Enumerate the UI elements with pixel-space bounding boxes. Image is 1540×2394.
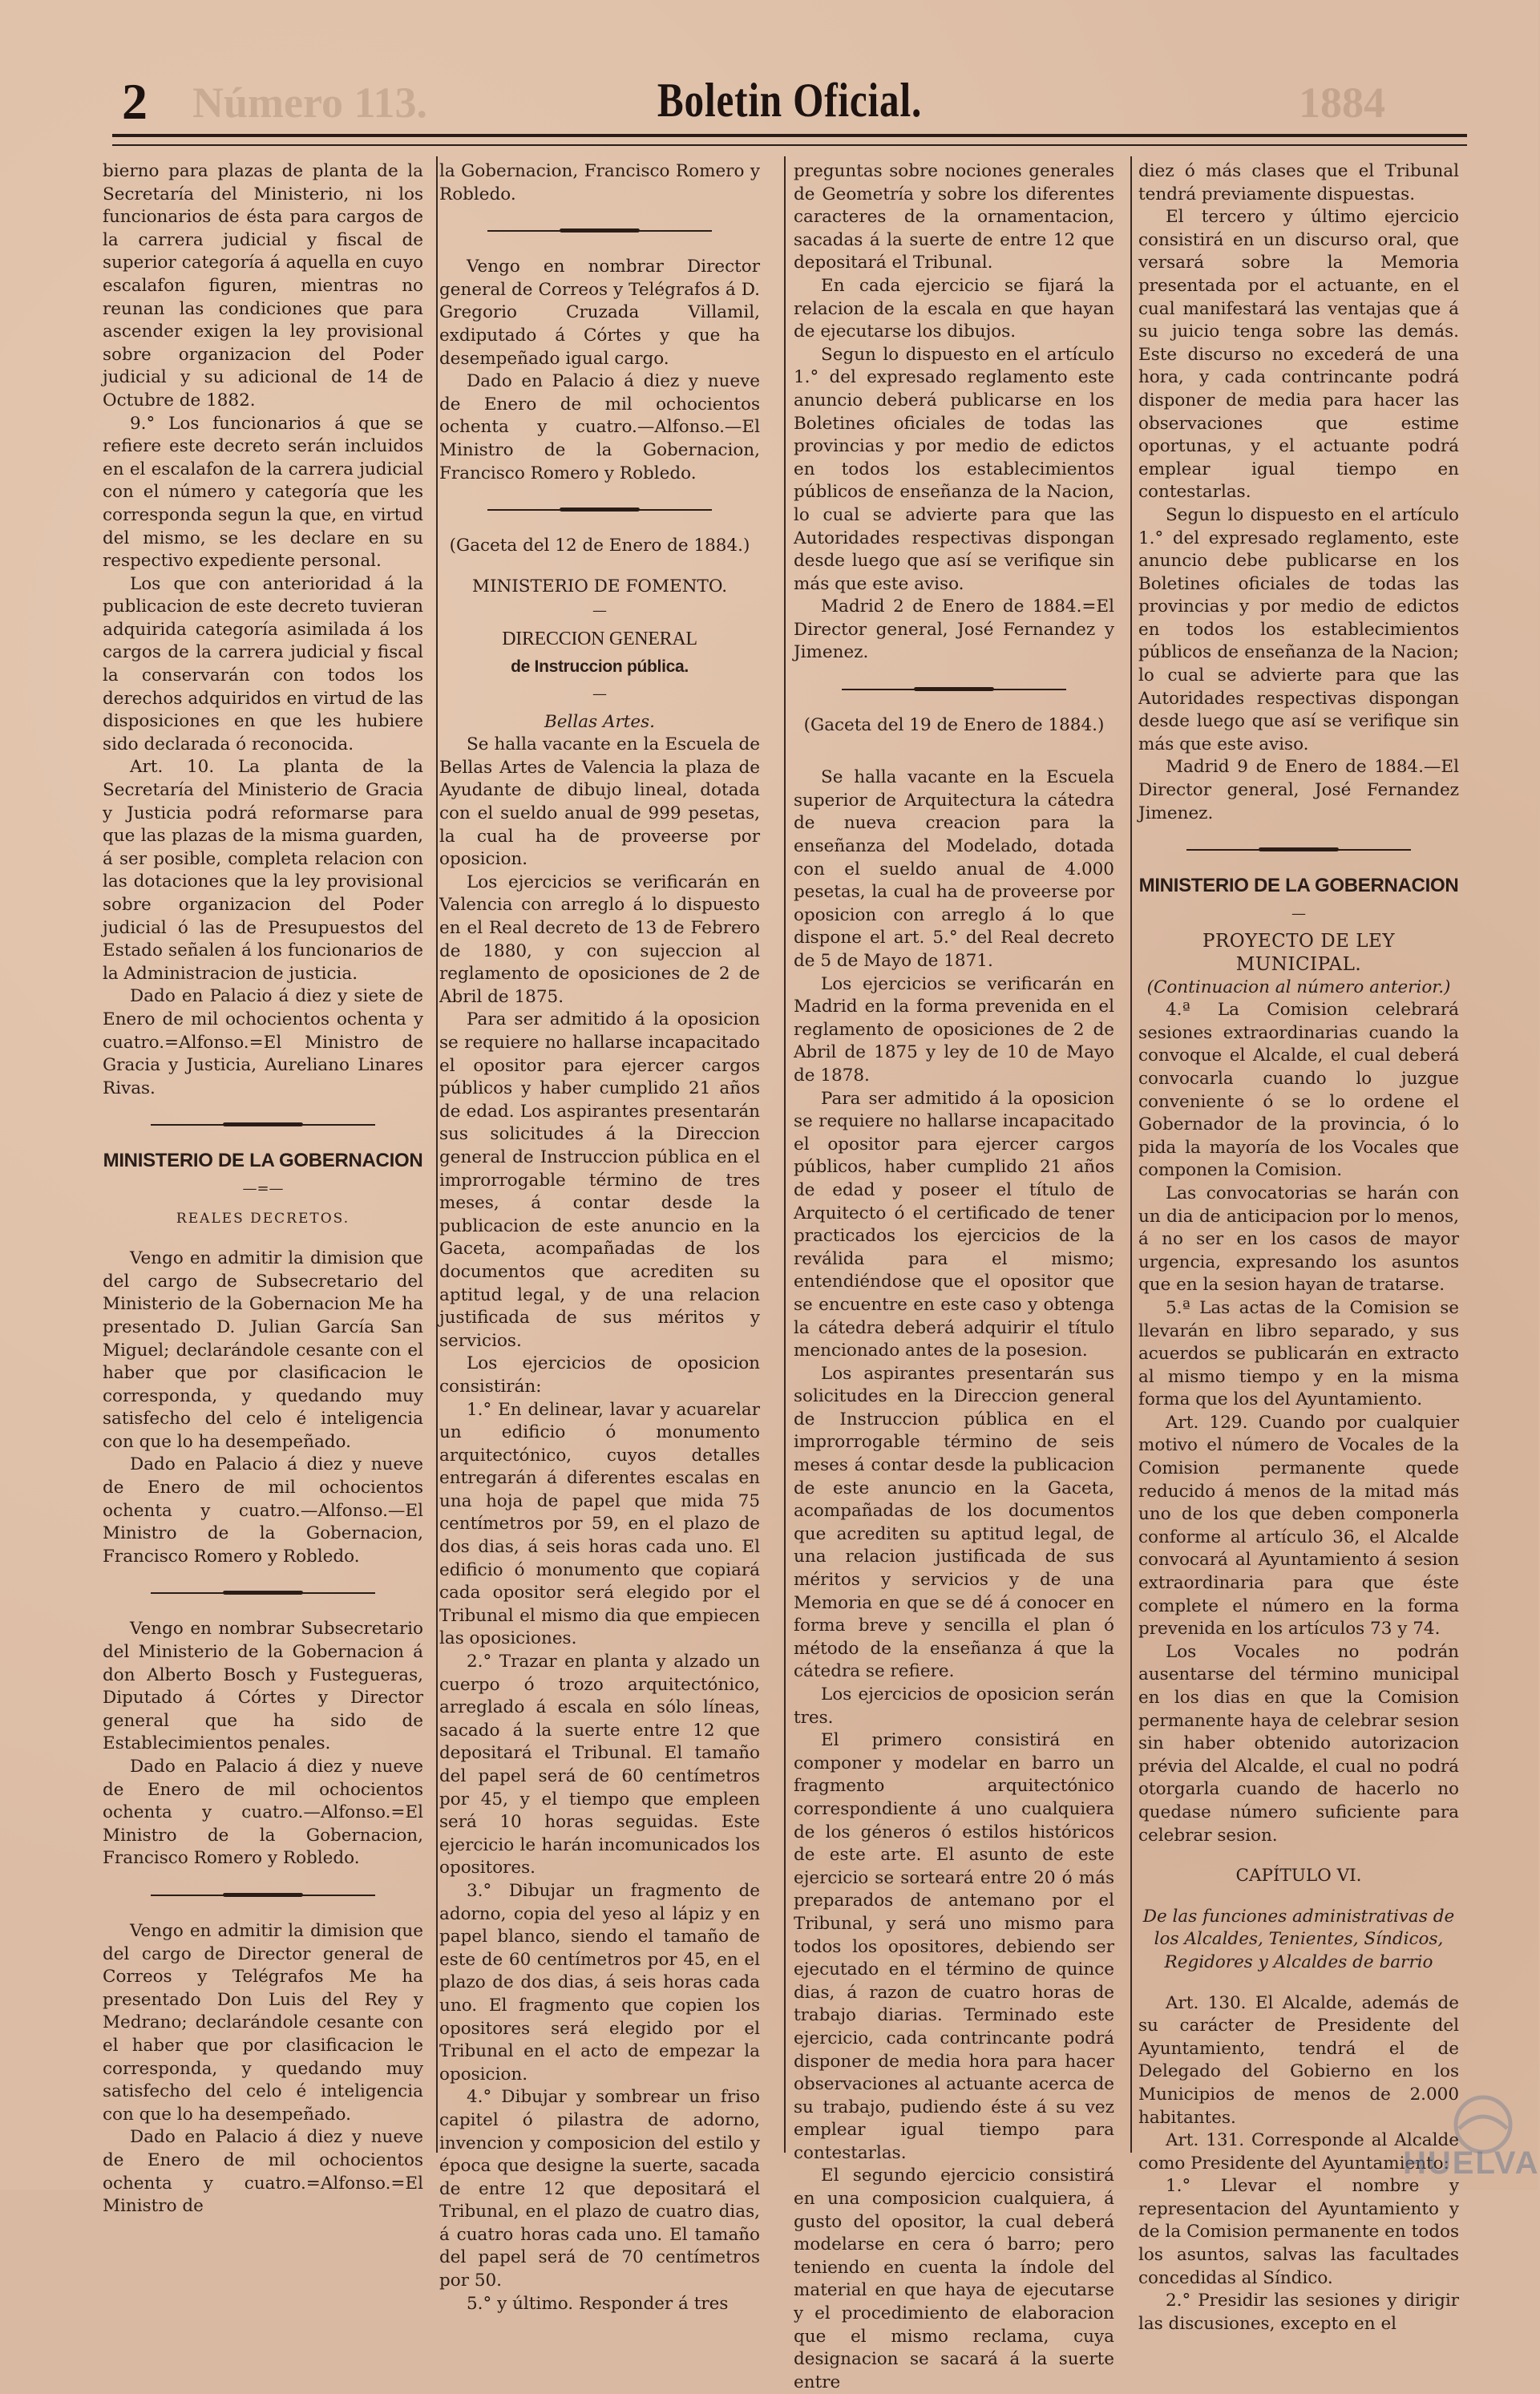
paragraph: Los ejercicios de oposicion serán tres.: [794, 1684, 1114, 1728]
paragraph: bierno para plazas de planta de la Secretaría del Ministerio, ni los funcionarios de ésta para cargos de la carrera judicial y fiscal de superior categoría á aquella en cuyo escalafon figuren, mientras no reunan las condiciones que para ascender exigen la ley provisional sobre organizacion del Poder judicial y su adicional de 14 de Octubre de 1882.: [103, 161, 423, 410]
section-divider: [439, 506, 760, 514]
section-title: Bellas Artes.: [544, 711, 655, 732]
dash-ornament: —=—: [242, 1179, 284, 1197]
column-divider: [1130, 156, 1132, 2153]
paragraph: Para ser admitido á la oposicion se requiere no hallarse incapacitado el opositor para ejercer cargos públicos y haber cumplido 21 años de edad. Los aspirantes presentarán sus solicitudes á la Direccion general de Instruccion pública en el improrrogable término de tres meses, á contar desde la publicacion de este anuncio en la Gaceta, acompañadas de los documentos que acrediten su aptitud legal, y de una relacion justificada de sus méritos y servicios.: [439, 1009, 760, 1351]
paragraph: Art. 10. La planta de la Secretaría del Ministerio de Gracia y Justicia podrá reformarse para que las plazas de la misma guarden, á ser posible, completa relacion con las dotaciones que la ley provisional sobre organizacion del Poder judicial ó las de Presupuestos del Estado señalen á los funcionarios de la Administracion de justicia.: [103, 757, 423, 984]
dash-ornament: —: [1291, 904, 1306, 922]
header-rule: [112, 134, 1467, 146]
paragraph: En cada ejercicio se fijará la relacion de la escala en que hayan de ejecutarse los dibujos.: [794, 275, 1114, 342]
masthead-title: Boletin Oficial.: [657, 74, 923, 127]
ministry-heading: MINISTERIO DE FOMENTO.: [471, 576, 728, 596]
paragraph: 3.° Dibujar un fragmento de adorno, copia del yeso al lápiz y en papel blanco, siendo el tamaño de este de 60 centímetros por 45, en el plazo de dos dias, á seis horas cada uno. El fragmento que copien los opositores será elegido por el Tribunal en el acto de empezar la oposicion.: [439, 1880, 760, 2085]
paragraph: Madrid 9 de Enero de 1884.—El Director general, José Fernandez Jimenez.: [1138, 757, 1459, 823]
paragraph: la Gobernacion, Francisco Romero y Robledo.: [439, 161, 760, 204]
paragraph: Art. 131. Corresponde al Alcalde como Presidente del Ayuntamiento:: [1138, 2130, 1459, 2174]
paragraph: Segun lo dispuesto en el artículo 1.° del expresado reglamento este anuncio deberá publicarse en los Boletines oficiales de todas las provincias y por medio de edictos en todos los establecimientos públicos de enseñanza de la Nacion, lo cual se advierte para que las Autoridades respectivas dispongan desde luego que así se verifique sin más que este aviso.: [794, 344, 1114, 594]
paragraph: 4.ª La Comision celebrará sesiones extraordinarias cuando la convoque el Alcalde, el cual deberá convocarla cuando lo juzgue conveniente ó se lo ordene el Gobernador de la provincia, ó lo pida la mayoría de los Vocales que componen la Comision.: [1138, 1000, 1459, 1181]
paragraph: preguntas sobre nociones generales de Geometría y sobre los diferentes caracteres de la ornamentacion, sacadas á la suerte de entre 12 que depositará el Tribunal.: [794, 161, 1114, 273]
bleed-through-text-left: Número 113.: [192, 79, 427, 127]
direction-heading: DIRECCION GENERAL: [502, 628, 697, 649]
paragraph: El tercero y último ejercicio consistirá en un discurso oral, que versará sobre la Memoria presentada por el actuante, en el cual manifestará las ventajas que á su juicio tenga sobre las demás. Este discurso no excederá de una hora, y cada contrincante podrá disponer de media para hacer las observaciones que estime oportunas, y el actuante podrá emplear igual tiempo en contestarlas.: [1138, 207, 1459, 503]
section-divider: [439, 227, 760, 235]
chapter-heading: CAPÍTULO VI.: [1235, 1866, 1362, 1886]
page-number: 2: [122, 73, 148, 130]
paragraph: 2.° Trazar en planta y alzado un cuerpo ó trozo arquitectónico, arreglado á escala en sólo líneas, sacado á la suerte entre 12 que depositará el Tribunal. El tamaño del papel será de 60 centímetros por 45, y el tiempo que empleen será 10 horas seguidas. Este ejercicio le harán incomunicados los opositores.: [439, 1652, 760, 1878]
paragraph: Dado en Palacio á diez y nueve de Enero de mil ochocientos ochenta y cuatro.—Alfonso.=El Ministro de la Gobernacion, Francisco Romero y Robledo.: [103, 1757, 423, 1869]
continuation-note: (Continuacion al número anterior.): [1146, 977, 1451, 997]
bleed-through-text-right: 1884: [1299, 79, 1385, 127]
paragraph: Vengo en admitir la dimision que del cargo de Subsecretario del Ministerio de la Gobernacion Me ha presentado D. Julian García San Miguel; declarándole cesante con el haber que por clasificacion le corresponda, y quedando muy satisfecho del celo é inteligencia con que lo ha desempeñado.: [103, 1248, 423, 1452]
paragraph: Los Vocales no podrán ausentarse del término municipal en los dias en que la Comision permanente haya de celebrar sesion sin haber obtenido autorizacion prévia del Alcalde, el cual no podrá otorgarla cuando de hacerlo no quedase número suficiente para celebrar sesion.: [1138, 1641, 1459, 1846]
section-subheading: REALES DECRETOS.: [176, 1210, 350, 1227]
paragraph: 5.ª Las actas de la Comision se llevarán en libro separado, y sus acuerdos se publicarán en extracto al mismo tiempo y en la misma forma que los del Ayuntamiento.: [1138, 1297, 1459, 1410]
dash-ornament: —: [592, 685, 607, 703]
chapter-title: De las funciones administrativas de los Alcaldes, Tenientes, Síndicos, Regidores y Alcaldes de barrio: [1142, 1906, 1455, 1972]
watermark-text: HUELVA: [1403, 2145, 1540, 2181]
project-heading: PROYECTO DE LEY MUNICIPAL.: [1202, 931, 1395, 975]
paragraph: Vengo en admitir la dimision que del cargo de Director general de Correos y Telégrafos Me ha presentado Don Luis del Rey y Medrano; declarándole cesante con el haber que por clasificacion le corresponda, y quedando muy satisfecho del celo é inteligencia con que lo ha desempeñado.: [103, 1920, 423, 2125]
dash-ornament: —: [592, 602, 607, 620]
paragraph: Para ser admitido á la oposicion se requiere no hallarse incapacitado el opositor para ejercer cargos públicos, haber cumplido 21 años de edad y poseer el título de Arquitecto ó el certificado de tener practicados los ejercicios de la reválida para el mismo; entendiéndose que el opositor que se encuentre en este caso y obtenga la cátedra deberá adquirir el título mencionado antes de la posesion.: [794, 1088, 1114, 1361]
paragraph: Vengo en nombrar Subsecretario del Ministerio de la Gobernacion á don Alberto Bosch y Fustegueras, Diputado á Córtes y Director general que ha sido de Establecimientos penales.: [103, 1619, 423, 1754]
paragraph: Los que con anterioridad á la publicacion de este decreto tuvieran adquirida categoría asimilada á los cargos de la carrera judicial y fiscal la conservarán con todos los derechos adquiridos en virtud de las disposiciones en que les hubiere sido declarada ó reconocida.: [103, 573, 423, 754]
paragraph: Dado en Palacio á diez y nueve de Enero de mil ochocientos ochenta y cuatro.—Alfonso.—El Ministro de la Gobernacion, Francisco Romero y Robledo.: [103, 1454, 423, 1567]
paragraph: 1.° En delinear, lavar y acuarelar un edificio ó monumento arquitectónico, cuyos detalles entregarán á diferentes escalas en una hoja de papel que mida 75 centímetros por 59, en el plazo de dos dias, á seis horas cada uno. El edificio ó monumento que copiará cada opositor será elegido por el Tribunal el mismo dia que empiecen las oposiciones.: [439, 1399, 760, 1649]
page-header: [112, 68, 1467, 140]
paragraph: Dado en Palacio á diez y siete de Enero de mil ochocientos ochenta y cuatro.=Alfonso.=El Ministro de Gracia y Justicia, Aureliano Linares Rivas.: [103, 986, 423, 1098]
paragraph: Segun lo dispuesto en el artículo 1.° del expresado reglamento, este anuncio debe publicarse en los Boletines oficiales de todas las provincias y por medio de edictos en todos los establecimientos públicos de enseñanza de la Nacion; lo cual se advierte para que las Autoridades respectivas dispongan desde luego que así se verifique sin más que este aviso.: [1138, 504, 1459, 754]
paragraph: Los aspirantes presentarán sus solicitudes en la Direccion general de Instruccion pública en el improrrogable término de seis meses á contar desde la publicacion de este anuncio en la Gaceta, acompañadas de los documentos que acrediten su aptitud legal, de una relacion justificada de sus méritos y servicios y de una Memoria en que se dé á conocer en forma breve y sencilla el plan ó método de la enseñanza á que la cátedra se refiere.: [794, 1363, 1114, 1682]
direction-subheading: de Instruccion pública.: [511, 657, 689, 676]
paragraph: Los ejercicios se verificarán en Valencia con arreglo á lo dispuesto en el Real decreto de 13 de Febrero de 1880, y con sujeccion al reglamento de oposiciones de 2 de Abril de 1875.: [439, 871, 760, 1007]
column-divider: [436, 156, 438, 2153]
gazette-date: (Gaceta del 12 de Enero de 1884.): [449, 536, 750, 556]
section-divider: [103, 1891, 423, 1899]
paragraph: Los ejercicios de oposicion consistirán:: [439, 1353, 760, 1397]
column-2: [439, 160, 760, 2314]
paragraph: Madrid 2 de Enero de 1884.=El Director general, José Fernandez y Jimenez.: [794, 596, 1114, 663]
column-3: [794, 160, 1114, 2392]
column-divider: [784, 156, 786, 2153]
paragraph: Dado en Palacio á diez y nueve de Enero de mil ochocientos ochenta y cuatro.=Alfonso.=El Ministro de: [103, 2127, 423, 2217]
paragraph: Las convocatorias se harán con un dia de anticipacion por lo menos, á no ser en los casos de mayor urgencia, expresando los asuntos que en la sesion hayan de tratarse.: [1138, 1183, 1459, 1296]
section-divider: [103, 1589, 423, 1597]
column-1: [103, 160, 423, 2217]
paragraph: 1.° Llevar el nombre y representacion del Ayuntamiento y de la Comision permanente en todos los asuntos, salvas las facultades concedidas al Síndico.: [1138, 2176, 1459, 2288]
paragraph: 9.° Los funcionarios á que se refiere este decreto serán incluidos en el escalafon de la carrera judicial con el número y categoría que les corresponda segun la que, en virtud del mismo, se les declare en su respectivo expediente personal.: [103, 413, 423, 572]
section-divider: [103, 1121, 423, 1129]
section-divider: [1138, 846, 1459, 854]
paragraph: Se halla vacante en la Escuela de Bellas Artes de Valencia la plaza de Ayudante de dibujo lineal, dotada con el sueldo anual de 999 pesetas, la cual ha de proveerse por oposicion.: [439, 734, 760, 870]
paragraph: El segundo ejercicio consistirá en una composicion cualquiera, á gusto del opositor, la cual deberá modelarse en cera ó barro; pero teniendo en cuenta la índole del material en que haya de ejecutarse y el procedimiento de elaboracion que el mismo reclama, cuya designacion se sacará á la suerte entre: [794, 2166, 1114, 2392]
section-heading: MINISTERIO DE LA GOBERNACION: [1138, 875, 1459, 897]
paragraph: Se halla vacante en la Escuela superior de Arquitectura la cátedra de nueva creacion para la enseñanza del Modelado, dotada con el sueldo anual de 4.000 pesetas, la cual ha de proveerse por oposicion con arreglo á lo que dispone el art. 5.° del Real decreto de 5 de Mayo de 1871.: [794, 767, 1114, 971]
paragraph: Art. 130. El Alcalde, además de su carácter de Presidente del Ayuntamiento, tendrá el de Delegado del Gobierno en los Municipios de menos de 2.000 habitantes.: [1138, 1992, 1459, 2128]
paragraph: El primero consistirá en componer y modelar en barro un fragmento arquitectónico correspondiente á uno cualquiera de los géneros ó estilos históricos de este arte. El asunto de este ejercicio se sorteará entre 20 ó más preparados de antemano por el Tribunal, y será uno mismo para todos los opositores, debiendo ser ejecutado en el término de quince dias, á razon de cuatro horas de trabajo diarias. Terminado este ejercicio, cada contrincante podrá disponer de media hora para hacer observaciones al actuante acerca de su trabajo, pudiendo éste á su vez emplear igual tiempo para contestarlas.: [794, 1730, 1114, 2163]
gazette-date: (Gaceta del 19 de Enero de 1884.): [803, 715, 1105, 736]
paragraph: Vengo en nombrar Director general de Correos y Telégrafos á D. Gregorio Cruzada Villamil, exdiputado á Córtes y que ha desempeñado igual cargo.: [439, 257, 760, 369]
section-heading: MINISTERIO DE LA GOBERNACION: [103, 1150, 423, 1172]
column-4: [1138, 160, 1459, 2334]
paragraph: Los ejercicios se verificarán en Madrid en la forma prevenida en el reglamento de oposiciones de 2 de Abril de 1875 y ley de 10 de Mayo de 1878.: [794, 973, 1114, 1086]
dash-ornament: [794, 739, 1114, 762]
paragraph: diez ó más clases que el Tribunal tendrá previamente dispuestas.: [1138, 161, 1459, 204]
paragraph: Dado en Palacio á diez y nueve de Enero de mil ochocientos ochenta y cuatro.—Alfonso.—El Ministro de la Gobernacion, Francisco Romero y Robledo.: [439, 371, 760, 483]
paragraph: 4.° Dibujar y sombrear un friso capitel ó pilastra de adorno, invencion y composicion del estilo y época que designe la suerte, sacada de entre 12 que depositará el Tribunal, en el plazo de cuatro dias, á cuatro horas cada uno. El tamaño del papel será de 70 centímetros por 50.: [439, 2087, 760, 2291]
paragraph: 5.° y último. Responder á tres: [467, 2293, 729, 2314]
paragraph: Art. 129. Cuando por cualquier motivo el número de Vocales de la Comision permanente quede reducido á menos de la mitad más uno de los que deben componerla conforme al artículo 36, el Alcalde convocará al Ayuntamiento á sesion extraordinaria para que éste complete el número en la forma prevenida en los artículos 73 y 74.: [1138, 1412, 1459, 1640]
section-divider: [794, 685, 1114, 694]
paragraph: 2.° Presidir las sesiones y dirigir las discusiones, excepto en el: [1138, 2291, 1459, 2334]
